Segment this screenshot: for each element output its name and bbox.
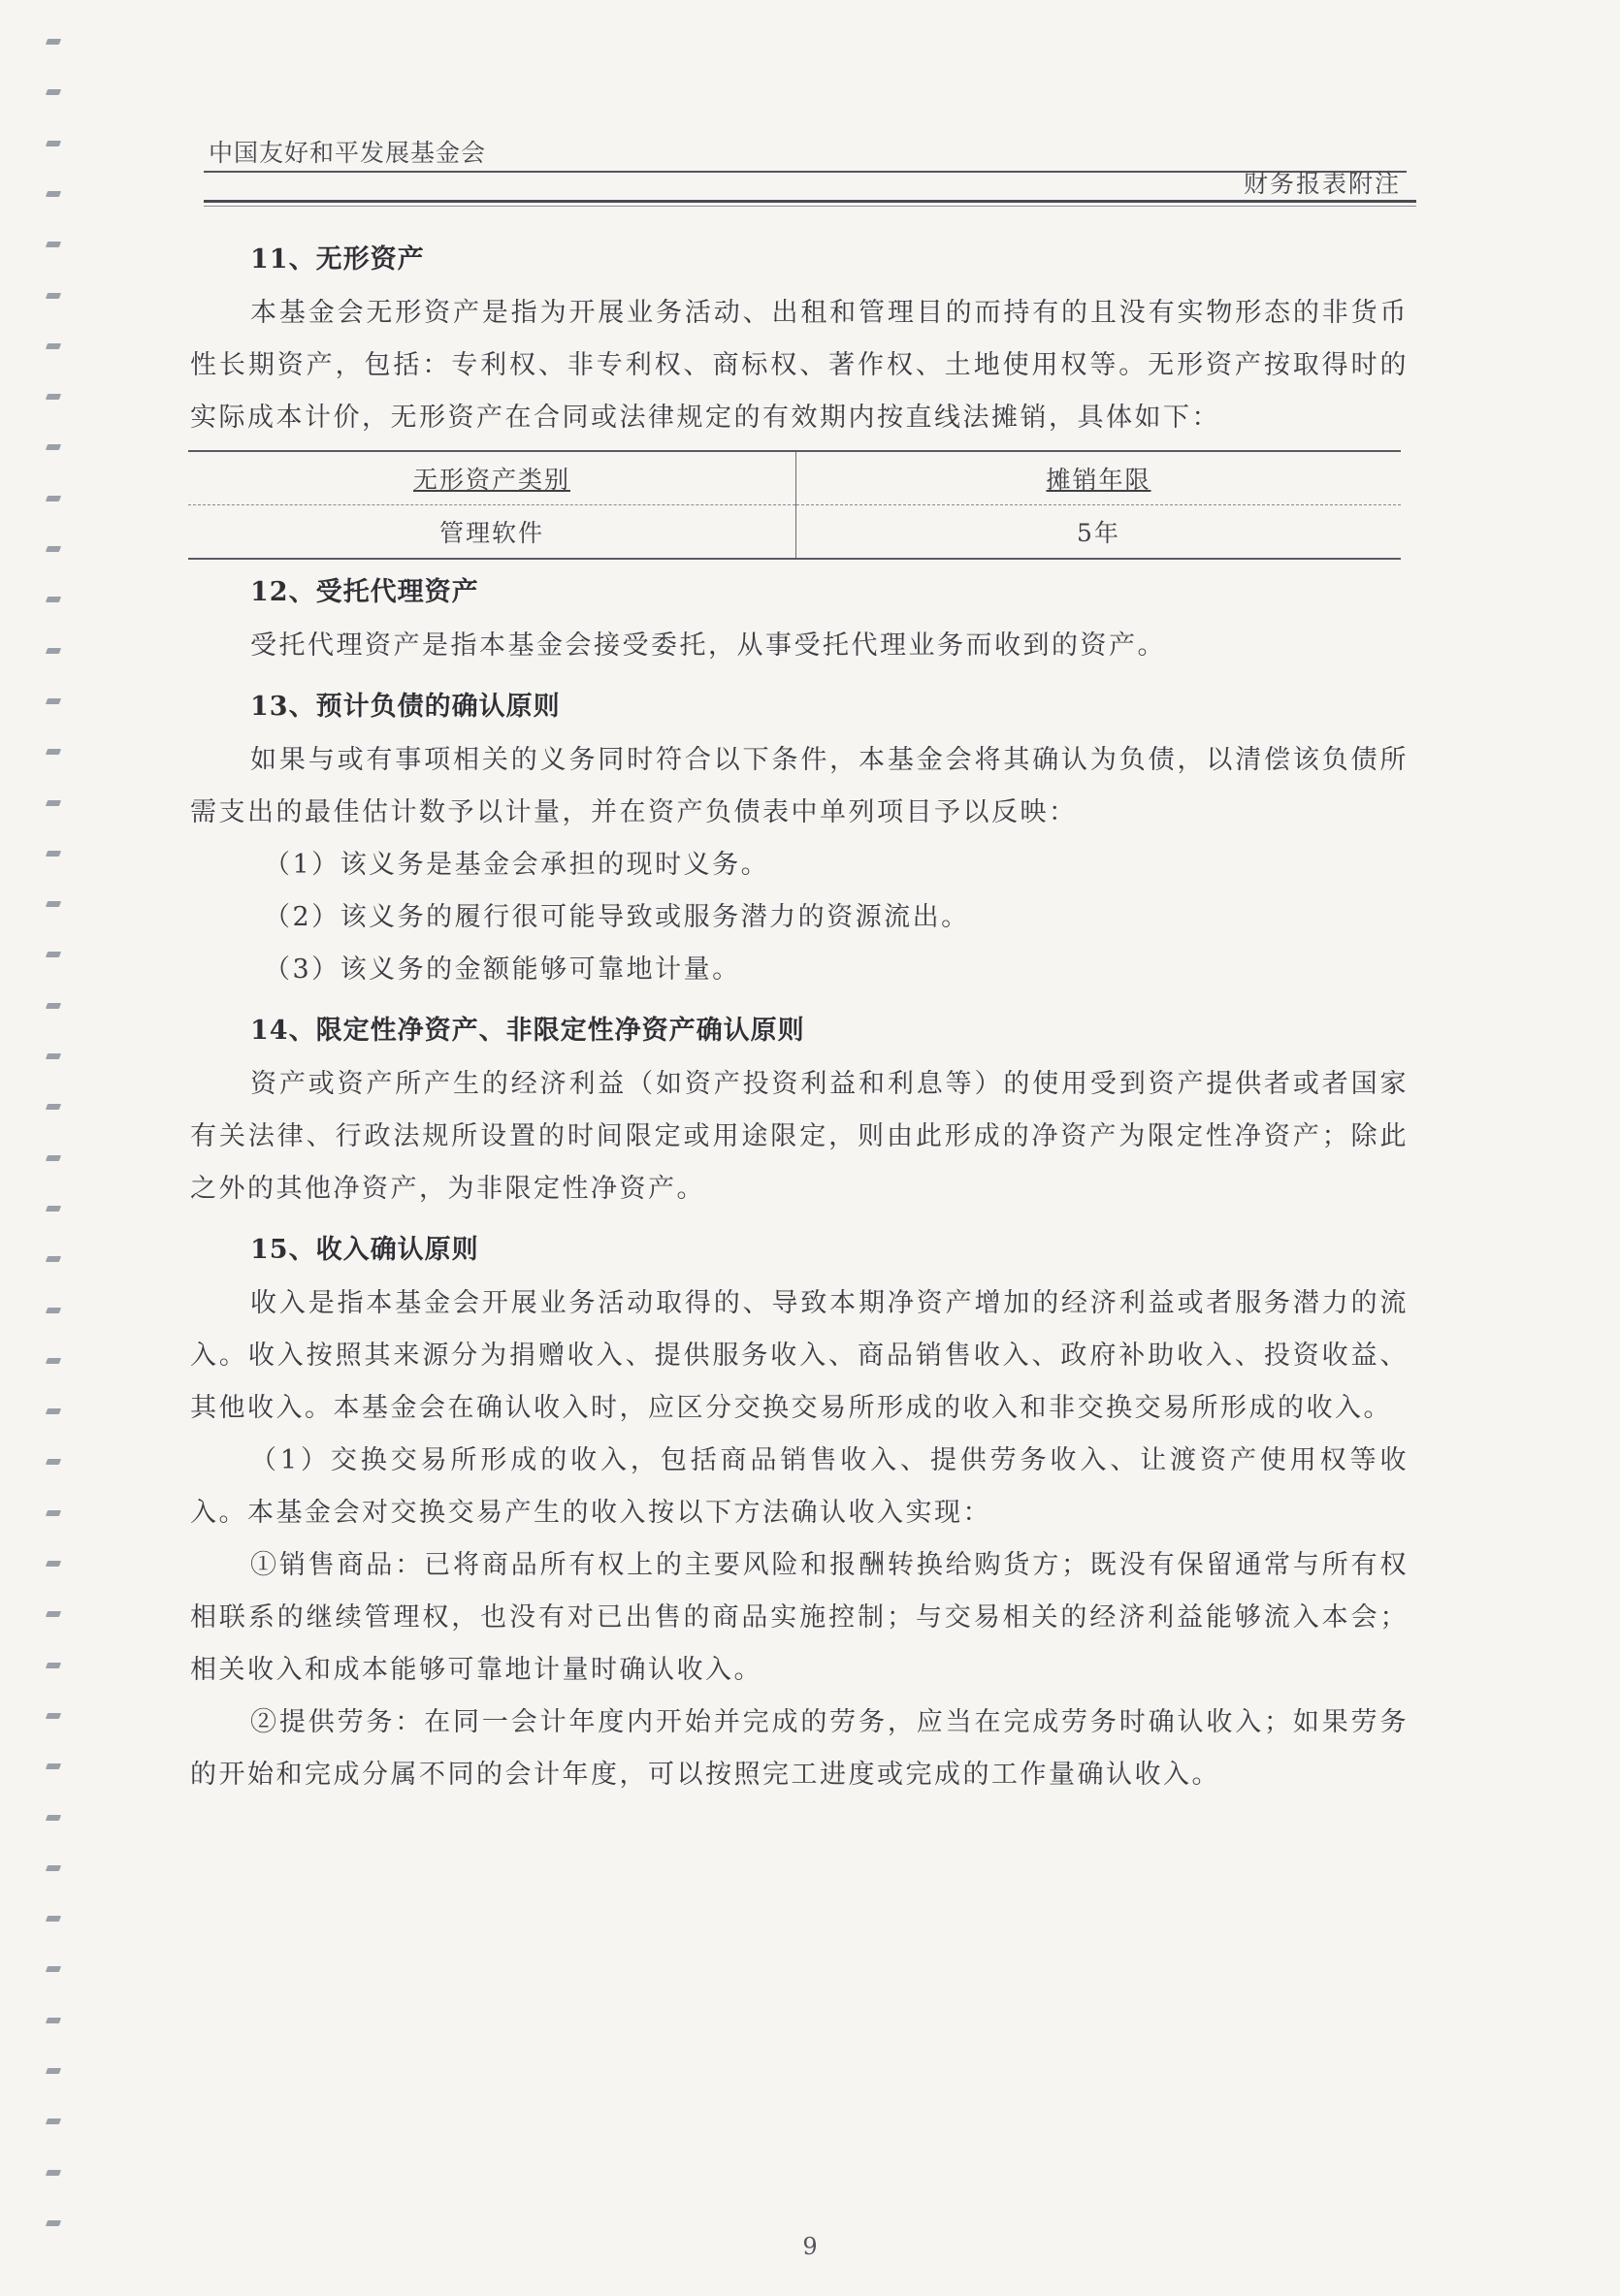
binding-hole — [46, 901, 61, 907]
binding-hole — [46, 1053, 61, 1059]
binding-hole — [46, 1155, 61, 1161]
binding-hole — [46, 2068, 61, 2074]
list-item: （3）该义务的金额能够可靠地计量。 — [264, 954, 741, 985]
binding-hole — [46, 1966, 61, 1972]
binding-hole — [46, 1916, 61, 1922]
section-heading: 11、无形资产 — [250, 244, 425, 275]
table-header-cell: 摊销年限 — [796, 451, 1402, 505]
binding-hole — [46, 1510, 61, 1516]
paragraph: 收入是指本基金会开展业务活动取得的、导致本期净资产增加的经济利益或者服务潜力的流入。收入按照其来源分为捐赠收入、提供服务收入、商品销售收入、政府补助收入、投资收益、其他收入。本基金会在确认收入时，应区分交换交易所形成的收入和非交换交易所形成的收入。 — [190, 1288, 1409, 1423]
binding-holes — [29, 39, 58, 2270]
binding-hole — [46, 2118, 61, 2124]
binding-hole — [46, 1865, 61, 1871]
binding-hole — [46, 546, 61, 552]
binding-hole — [46, 1003, 61, 1009]
binding-hole — [46, 141, 61, 146]
binding-hole — [46, 1815, 61, 1821]
binding-hole — [46, 851, 61, 857]
header-rule-thin — [204, 206, 1416, 207]
paragraph: 本基金会无形资产是指为开展业务活动、出租和管理目的而持有的且没有实物形态的非货币性长期资产，包括：专利权、非专利权、商标权、著作权、土地使用权等。无形资产按取得时的实际成本计价，无形资产在合同或法律规定的有效期内按直线法摊销，具体如下： — [190, 298, 1409, 433]
page-number: 9 — [802, 2233, 818, 2260]
amortization-table — [188, 450, 1401, 560]
table-row — [188, 505, 1401, 560]
list-item: （2）该义务的履行很可能导致或服务潜力的资源流出。 — [264, 902, 970, 932]
binding-hole — [46, 2220, 61, 2226]
binding-hole — [46, 1561, 61, 1567]
binding-hole — [46, 343, 61, 349]
paragraph: 资产或资产所产生的经济利益（如资产投资利益和利息等）的使用受到资产提供者或者国家有关法律、行政法规所设置的时间限定或用途限定，则由此形成的净资产为限定性净资产；除此之外的其他净资产，为非限定性净资产。 — [190, 1069, 1409, 1204]
binding-hole — [46, 1713, 61, 1719]
paragraph: 受托代理资产是指本基金会接受委托，从事受托代理业务而收到的资产。 — [250, 631, 1166, 661]
binding-hole — [46, 1308, 61, 1313]
binding-hole — [46, 597, 61, 602]
binding-hole — [46, 1459, 61, 1465]
paragraph: ①销售商品：已将商品所有权上的主要风险和报酬转换给购货方；既没有保留通常与所有权相联系的继续管理权，也没有对已出售的商品实施控制；与交易相关的经济利益能够流入本会；相关收入和成本能够可靠地计量时确认收入。 — [190, 1550, 1409, 1685]
binding-hole — [46, 1104, 61, 1110]
table-header-cell: 无形资产类别 — [188, 451, 796, 505]
section-heading: 13、预计负债的确认原则 — [250, 692, 561, 722]
binding-hole — [46, 648, 61, 654]
binding-hole — [46, 2018, 61, 2023]
table-header-row — [188, 451, 1401, 505]
binding-hole — [46, 89, 61, 95]
binding-hole — [46, 1256, 61, 1262]
header-org-name: 中国友好和平发展基金会 — [209, 139, 487, 167]
binding-hole — [46, 952, 61, 957]
binding-hole — [46, 749, 61, 755]
table-cell: 5年 — [796, 505, 1402, 560]
paragraph: （1）交换交易所形成的收入，包括商品销售收入、提供劳务收入、让渡资产使用权等收入。本基金会对交换交易产生的收入按以下方法确认收入实现： — [190, 1445, 1409, 1528]
binding-hole — [46, 1763, 61, 1769]
binding-hole — [46, 394, 61, 400]
binding-hole — [46, 191, 61, 197]
binding-hole — [46, 496, 61, 501]
header-rule-thick — [204, 200, 1416, 203]
binding-hole — [46, 1611, 61, 1617]
paragraph: ②提供劳务：在同一会计年度内开始并完成的劳务，应当在完成劳务时确认收入；如果劳务的开始和完成分属不同的会计年度，可以按照完工进度或完成的工作量确认收入。 — [190, 1707, 1409, 1790]
paragraph: 如果与或有事项相关的义务同时符合以下条件，本基金会将其确认为负债，以清偿该负债所需支出的最佳估计数予以计量，并在资产负债表中单列项目予以反映： — [190, 745, 1409, 827]
binding-hole — [46, 2170, 61, 2176]
binding-hole — [46, 1408, 61, 1414]
section-heading: 15、收入确认原则 — [250, 1235, 479, 1265]
binding-hole — [46, 1206, 61, 1212]
list-item: （1）该义务是基金会承担的现时义务。 — [264, 850, 770, 880]
binding-hole — [46, 444, 61, 450]
page-body — [190, 233, 1409, 1801]
header-section-title: 财务报表附注 — [1244, 170, 1402, 198]
section-heading: 14、限定性净资产、非限定性净资产确认原则 — [250, 1016, 805, 1046]
binding-hole — [46, 39, 61, 45]
binding-hole — [46, 698, 61, 704]
header-rule — [204, 171, 1407, 173]
binding-hole — [46, 293, 61, 299]
binding-hole — [46, 1358, 61, 1364]
section-heading: 12、受托代理资产 — [250, 577, 479, 607]
binding-hole — [46, 242, 61, 247]
binding-hole — [46, 800, 61, 806]
binding-hole — [46, 1663, 61, 1668]
table-cell: 管理软件 — [188, 505, 796, 560]
